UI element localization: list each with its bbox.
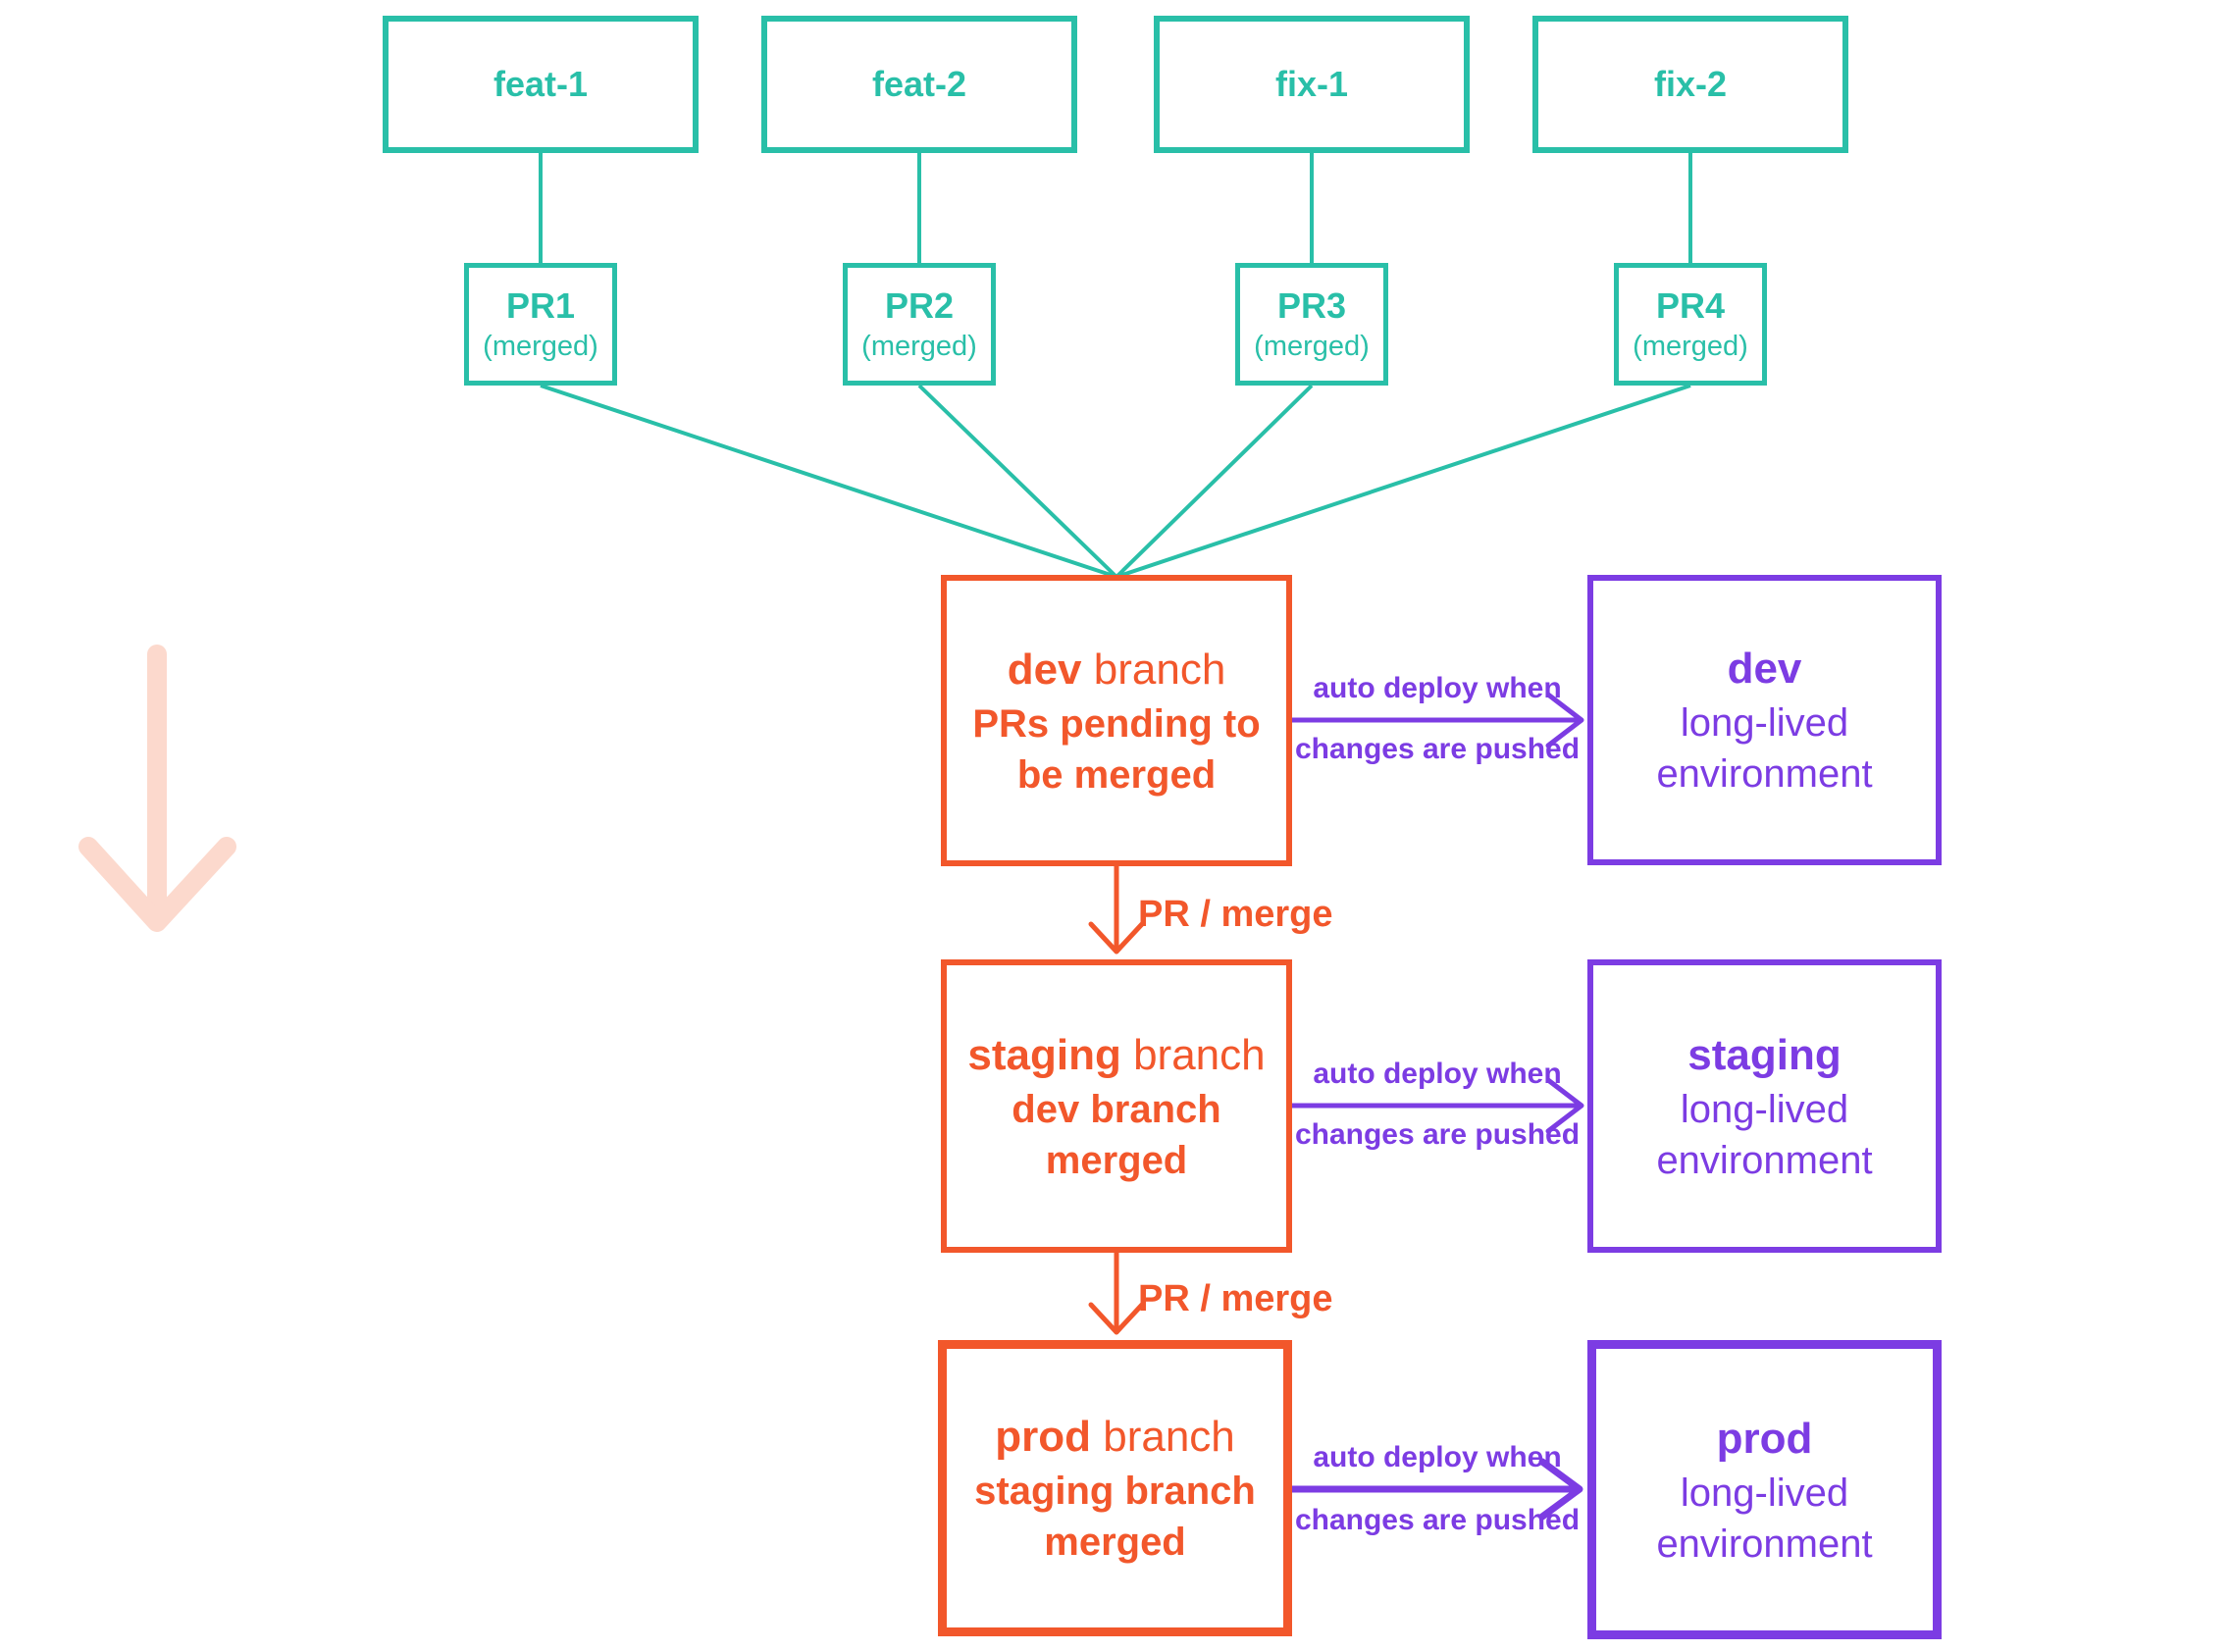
staging-branch-box <box>941 959 1292 1253</box>
staging-environment-desc-line1: long-lived <box>1680 1087 1849 1131</box>
timeline-down-arrow-icon <box>88 654 227 922</box>
prod-branch-subtitle-line2: merged <box>1044 1521 1186 1564</box>
pr4-box <box>1614 263 1767 386</box>
dev-environment-name: dev <box>1727 645 1802 693</box>
pr1-title: PR1 <box>505 284 576 326</box>
dev-environment-desc-line1: long-lived <box>1680 701 1849 745</box>
fix-2-branch-box <box>1532 16 1848 153</box>
dev-deploy-label-line2: changes are pushed <box>1294 733 1581 765</box>
pr4-title: PR4 <box>1655 284 1726 326</box>
prod-environment-name: prod <box>1716 1414 1813 1463</box>
staging-to-prod-merge-label: PR / merge <box>1138 1278 1333 1319</box>
staging-environment-name: staging <box>1687 1030 1842 1079</box>
staging-environment-desc-line2: environment <box>1656 1138 1873 1182</box>
pr1-status: (merged) <box>483 330 598 362</box>
dev-environment-desc-line2: environment <box>1656 752 1873 796</box>
pr3-title: PR3 <box>1276 284 1347 326</box>
prod-branch-subtitle-line1: staging branch <box>974 1470 1256 1513</box>
dev-to-staging-merge-label: PR / merge <box>1138 894 1333 935</box>
pr2-title: PR2 <box>884 284 955 326</box>
pr4-status: (merged) <box>1633 330 1748 362</box>
prod-deploy-label-line2: changes are pushed <box>1294 1504 1581 1536</box>
fix-1-branch-box <box>1154 16 1470 153</box>
prod-environment-desc-line1: long-lived <box>1680 1471 1849 1515</box>
dev-branch-box <box>941 575 1292 866</box>
feat-2-label: feat-2 <box>871 64 967 104</box>
feat-1-branch-box <box>383 16 699 153</box>
dev-deploy-label-line1: auto deploy when <box>1313 672 1562 704</box>
feat-1-label: feat-1 <box>493 64 589 104</box>
staging-deploy-label-line1: auto deploy when <box>1313 1058 1562 1090</box>
dev-branch-title: dev branch <box>1007 645 1226 694</box>
pr2-box <box>843 263 996 386</box>
prod-environment-desc-line2: environment <box>1656 1522 1873 1566</box>
prod-deploy-label-line1: auto deploy when <box>1313 1441 1562 1473</box>
staging-deploy-label-line2: changes are pushed <box>1294 1118 1581 1151</box>
staging-branch-subtitle-line1: dev branch merged <box>1012 1087 1232 1182</box>
prod-branch-title: prod branch <box>995 1413 1235 1461</box>
dev-branch-subtitle-line1: PRs pending to <box>972 701 1261 746</box>
dev-environment-box <box>1587 575 1942 865</box>
fix-1-label: fix-1 <box>1274 64 1349 104</box>
pr-to-dev-lines <box>541 386 1690 577</box>
feat-2-branch-box <box>761 16 1077 153</box>
pr1-box <box>464 263 617 386</box>
pr2-status: (merged) <box>861 330 977 362</box>
staging-branch-title: staging branch <box>967 1030 1266 1079</box>
dev-branch-subtitle-line2: be merged <box>1016 752 1217 797</box>
staging-to-prod-arrow <box>1091 1253 1142 1332</box>
fix-2-label: fix-2 <box>1653 64 1728 104</box>
pr3-status: (merged) <box>1254 330 1370 362</box>
pr3-box <box>1235 263 1388 386</box>
staging-environment-box <box>1587 959 1942 1253</box>
prod-branch-box <box>938 1340 1292 1636</box>
prod-environment-box <box>1587 1340 1942 1639</box>
feat-to-pr-connectors <box>541 153 1690 263</box>
dev-to-staging-arrow <box>1091 866 1142 952</box>
